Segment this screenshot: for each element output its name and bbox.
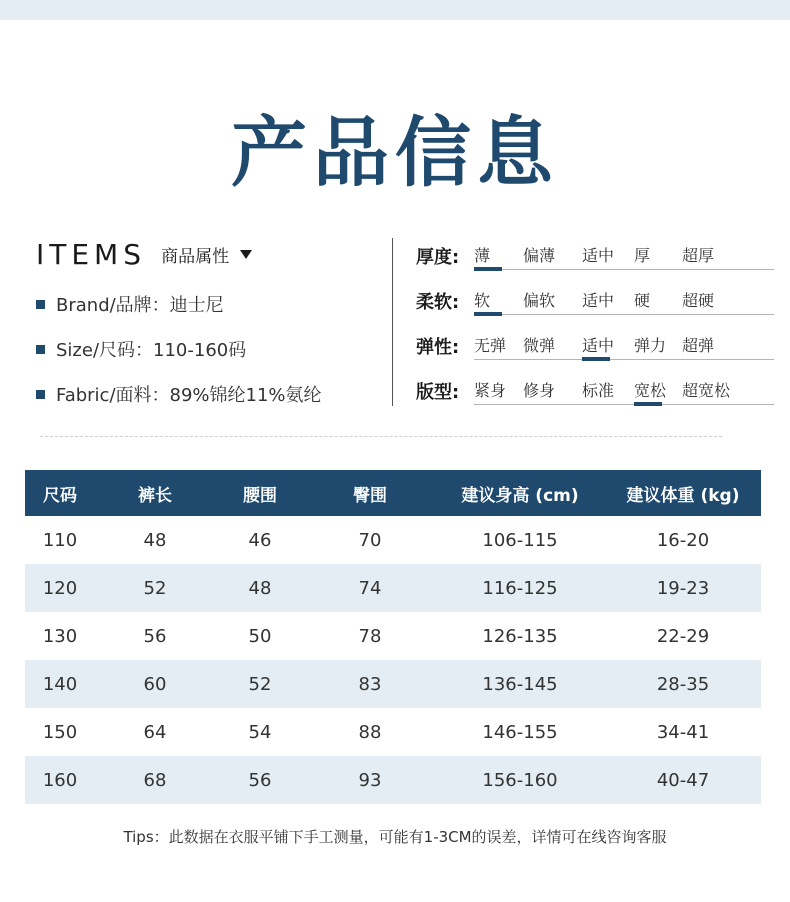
items-heading-cn: 商品属性 — [161, 247, 230, 267]
table-row — [25, 756, 761, 804]
brand-text: Brand/品牌：迪士尼 — [56, 295, 224, 316]
table-cell: 150 — [42, 721, 78, 743]
table-cell: 93 — [305, 756, 435, 804]
table-cell: 46 — [248, 529, 272, 551]
table-cell: 48 — [215, 564, 305, 612]
table-cell: 70 — [358, 529, 382, 551]
table-cell: 64 — [143, 721, 167, 743]
attribute-option: 宽松 — [634, 381, 667, 400]
triangle-down-icon — [240, 250, 252, 259]
items-heading — [36, 238, 252, 271]
square-bullet-icon — [36, 300, 45, 309]
attribute-option: 标准 — [582, 381, 615, 400]
table-header-row — [25, 470, 761, 516]
header-height: 建议身高 (cm) — [435, 470, 605, 516]
table-cell: 54 — [248, 721, 272, 743]
attribute-selected-marker — [474, 312, 502, 316]
size-row — [36, 336, 246, 362]
table-cell: 110 — [42, 529, 78, 551]
attribute-option: 超硬 — [682, 291, 715, 310]
table-cell: 130 — [42, 625, 78, 647]
vertical-divider — [392, 238, 393, 406]
table-row — [25, 564, 761, 612]
attribute-label: 弹性: — [416, 337, 460, 358]
table-cell: 88 — [358, 721, 382, 743]
attribute-option: 薄 — [474, 246, 491, 265]
table-cell: 106-115 — [482, 529, 558, 551]
header-size: 尺码 — [25, 470, 95, 516]
attribute-option: 偏软 — [523, 291, 556, 310]
table-cell: 156-160 — [435, 756, 605, 804]
attribute-option: 软 — [474, 291, 491, 310]
header-length: 裤长 — [95, 470, 215, 516]
attribute-label: 版型: — [416, 382, 460, 403]
attribute-option: 适中 — [582, 246, 615, 265]
table-cell: 52 — [95, 564, 215, 612]
tips-note: Tips：此数据在衣服平铺下手工测量，可能有1-3CM的误差，详情可在线咨询客服 — [123, 828, 667, 846]
header-weight: 建议体重 (kg) — [605, 470, 761, 516]
table-cell: 52 — [215, 660, 305, 708]
top-strip — [0, 0, 790, 20]
header-waist: 腰围 — [215, 470, 305, 516]
table-cell: 40-47 — [605, 756, 761, 804]
table-cell: 140 — [25, 660, 95, 708]
attribute-option: 厚 — [634, 246, 651, 265]
attribute-option: 超弹 — [682, 336, 715, 355]
size-table — [25, 470, 761, 804]
table-cell: 74 — [305, 564, 435, 612]
attribute-option: 超宽松 — [682, 381, 731, 400]
header-hip: 臀围 — [305, 470, 435, 516]
attribute-selected-marker — [634, 402, 662, 406]
table-cell: 78 — [358, 625, 382, 647]
table-cell: 83 — [305, 660, 435, 708]
attribute-selected-marker — [474, 267, 502, 271]
table-cell: 120 — [25, 564, 95, 612]
attribute-scale-line — [474, 314, 774, 315]
table-cell: 56 — [215, 756, 305, 804]
table-cell: 48 — [143, 529, 167, 551]
table-cell: 16-20 — [656, 529, 710, 551]
table-cell: 146-155 — [482, 721, 558, 743]
attribute-scale-line — [474, 404, 774, 405]
attribute-option: 修身 — [523, 381, 556, 400]
attribute-option: 超厚 — [682, 246, 715, 265]
attribute-option: 适中 — [582, 336, 615, 355]
attribute-option: 弹力 — [634, 336, 667, 355]
table-cell: 34-41 — [656, 721, 710, 743]
square-bullet-icon — [36, 390, 45, 399]
table-cell: 22-29 — [656, 625, 710, 647]
attribute-option: 紧身 — [474, 381, 507, 400]
table-row — [25, 708, 761, 756]
attribute-label: 厚度: — [416, 247, 460, 268]
attribute-option: 适中 — [582, 291, 615, 310]
attribute-option: 偏薄 — [523, 246, 556, 265]
page-title: 产品信息 — [231, 108, 559, 197]
items-heading-en: ITEMS — [36, 238, 146, 271]
table-cell: 50 — [248, 625, 272, 647]
table-cell: 126-135 — [482, 625, 558, 647]
table-cell: 160 — [25, 756, 95, 804]
attribute-option: 硬 — [634, 291, 651, 310]
table-cell: 19-23 — [605, 564, 761, 612]
dashed-divider — [40, 436, 722, 437]
attribute-option: 无弹 — [474, 336, 507, 355]
attribute-label: 柔软: — [416, 292, 460, 313]
table-cell: 136-145 — [435, 660, 605, 708]
attribute-scale-line — [474, 359, 774, 360]
square-bullet-icon — [36, 345, 45, 354]
attribute-selected-marker — [582, 357, 610, 361]
fabric-row — [36, 381, 322, 407]
fabric-text: Fabric/面料：89%锦纶11%氨纶 — [56, 385, 322, 406]
table-cell: 68 — [95, 756, 215, 804]
brand-row — [36, 291, 224, 317]
table-row — [25, 612, 761, 660]
attribute-option: 微弹 — [523, 336, 556, 355]
table-row — [25, 516, 761, 564]
table-cell: 28-35 — [605, 660, 761, 708]
table-cell: 60 — [95, 660, 215, 708]
size-text: Size/尺码：110-160码 — [56, 340, 247, 361]
table-cell: 56 — [143, 625, 167, 647]
attribute-scale-line — [474, 269, 774, 270]
table-row — [25, 660, 761, 708]
table-cell: 116-125 — [435, 564, 605, 612]
